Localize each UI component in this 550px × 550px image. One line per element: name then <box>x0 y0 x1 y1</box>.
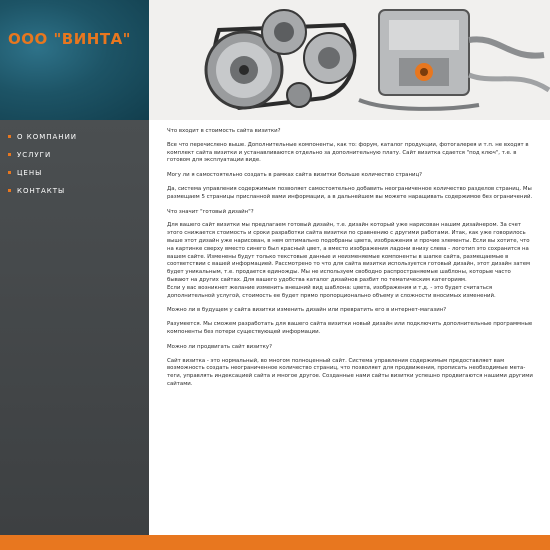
header <box>0 0 550 120</box>
menu-item-label: КОНТАКТЫ <box>17 187 66 195</box>
faq-answer: Разумеется. Мы сможем разработать для вашего сайта визитки новый дизайн или подключить дополнительные программные компоненты без потери существующей информации. <box>167 321 533 335</box>
bullet-icon <box>8 153 11 156</box>
faq-answer: Если у вас возникнет желание изменить внешний вид шаблона: цвета, изображения и т.д. - это будет считаться дополнительной услугой, стоимость ее будет прямо пропорционально объему и сложности вносимых изменений. <box>167 284 496 299</box>
bullet-icon <box>8 135 11 138</box>
footer-bar <box>0 535 550 550</box>
company-logo[interactable]: ООО "ВИНТА" <box>8 30 131 48</box>
faq-question: Что входит в стоимость сайта визитки? <box>167 128 281 134</box>
menu-item-label: ЦЕНЫ <box>17 169 43 177</box>
faq-answer: Все что перечислено выше. Дополнительные компоненты, как то: форум, каталог продукции, фотогалерея и т.п. не входят в комплект сайта визитки и устанавливаются отдельно за дополнительную плату. Сайт визитка сдается "под ключ", т.е. в готовом для эксплуатации виде. <box>167 141 529 164</box>
faq-question: Что значит "готовый дизайн"? <box>167 208 254 215</box>
logo-panel <box>0 0 149 120</box>
faq-question: Можно ли продвигать сайт визитку? <box>167 343 272 350</box>
faq-answer: Для вашего сайт визитки мы предлагаем готовый дизайн, т.е. дизайн который уже нарисован нашим дизайнером. За счет этого снижается стоимость и сроки разработки сайта визитки по сравнению с другими работами. Итак, как уже говорилось выше этот дизайн уже нарисован, в нем оптимально подобраны цвета, изображения и прочие элементы. Если вы хотите, что на картинке сверху вместо синего был красный цвет, а вместо изображения ладони внизу слева - логотип это сохранится на вашем сайте. Изменены будут только текстовые данные и неизменяемые компоненты в шапке сайта, размещаемые в соответствии с вашей информацией. Рассмотрено то что для сайта визитки используется готовый дизайн, этот дизайн затем будет уникальным, т.е. продается единожды. Мы не используем свободно распространяемые шаблоны, которые часто бывают на других сайтах. Для вашего удобства каталог дизайнов разбит по тематическим категориям. <box>167 222 531 283</box>
menu-item-contacts[interactable] <box>8 184 77 202</box>
bullet-icon <box>8 189 11 192</box>
menu-item-prices[interactable] <box>8 166 77 184</box>
bullet-icon <box>8 171 11 174</box>
main-menu <box>8 130 77 202</box>
menu-item-about[interactable] <box>8 130 77 148</box>
menu-item-label: УСЛУГИ <box>17 151 52 159</box>
faq-question: Можно ли в будущем у сайта визитки изменить дизайн или превратить его в интернет-магазин? <box>167 307 447 314</box>
main-content <box>167 128 533 528</box>
menu-item-services[interactable] <box>8 148 77 166</box>
faq-question: Могу ли я самостоятельно создать в рамках сайта визитки больше количество страниц? <box>167 172 423 179</box>
menu-item-label: О КОМПАНИИ <box>17 133 78 141</box>
faq-answer: Да, система управления содержимым позволяет самостоятельно добавить неограниченное количество разделов страниц. Мы размещаем 5 страницы присланной вами информации, а в дальнейшем вы можете наращивать содержимое без ограничений. <box>167 185 533 200</box>
engine-header-image <box>149 0 550 120</box>
sidebar <box>0 120 149 535</box>
faq-answer: Сайт визитка - это нормальный, во многом полноценный сайт. Система управления содержимым предоставляет вам возможность создать неограниченное количество страниц, что позволяет для продвижения, прописать необходимые мета-теги, управлять индексацией сайта и многое другое. Созданные нами сайты визитки успешно продвигаются нашими другими сайтами. <box>167 357 533 387</box>
